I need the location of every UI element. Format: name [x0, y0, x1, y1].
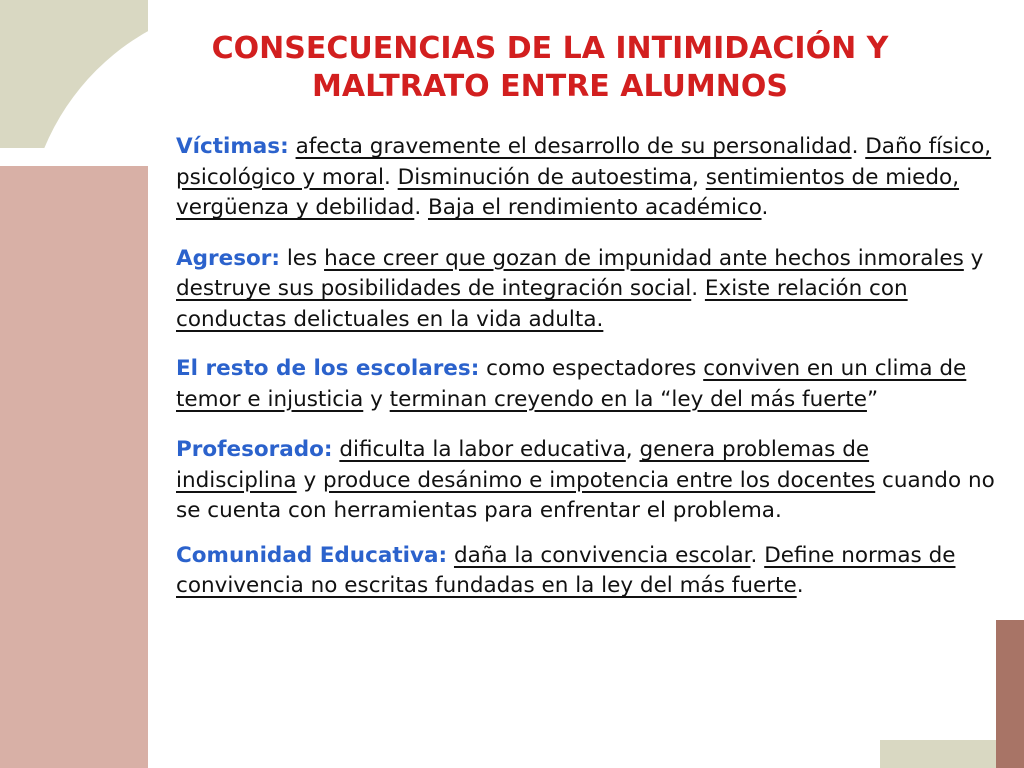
label-victimas: Víctimas:	[176, 134, 289, 159]
label-agresor: Agresor:	[176, 245, 280, 271]
profesorado-phrase-3: produce desánimo e impotencia entre los docentes	[323, 467, 876, 493]
victimas-phrase-5: Baja el rendimiento académico	[427, 195, 762, 220]
slide-title	[100, 30, 1000, 106]
profesorado-text-2: y	[296, 467, 324, 493]
profesorado-punct-1: ,	[625, 437, 640, 462]
title-line-1: CONSECUENCIAS DE LA INTIMIDACIÓN Y	[211, 31, 889, 66]
decorative-left-band	[0, 166, 148, 768]
victimas-punct-2: .	[384, 164, 398, 190]
profesorado-phrase-1: dificulta la labor educativa	[339, 437, 626, 462]
decorative-bottom-block	[880, 740, 996, 768]
decorative-right-band	[996, 620, 1024, 768]
paragraph-resto-escolares	[176, 354, 996, 415]
resto-phrase-1: conviven en un clima de temor e injusticia	[176, 356, 967, 412]
victimas-punct-4: .	[414, 195, 428, 220]
comunidad-text-0	[447, 543, 454, 568]
victimas-phrase-4: sentimientos de miedo, vergüenza y debilidad	[176, 164, 960, 220]
label-comunidad-educativa: Comunidad Educativa:	[176, 542, 448, 568]
comunidad-phrase-2: Define normas de convivencia no escritas fundadas en la ley del más fuerte	[176, 542, 956, 598]
victimas-phrase-3: Disminución de autoestima	[397, 164, 693, 190]
label-profesorado: Profesorado:	[176, 437, 333, 462]
agresor-phrase-2: destruye sus posibilidades de integración social	[176, 276, 692, 301]
paragraph-profesorado	[176, 435, 996, 527]
paragraph-comunidad-educativa	[176, 541, 996, 602]
comunidad-punct-1: .	[750, 542, 765, 568]
victimas-punct-5: .	[761, 195, 769, 220]
victimas-punct-3: ,	[692, 164, 706, 190]
victimas-punct-1: .	[851, 134, 866, 159]
agresor-text-1: les	[279, 245, 325, 271]
agresor-punct-2: .	[691, 276, 705, 301]
paragraph-victimas	[176, 132, 996, 224]
comunidad-phrase-1: daña la convivencia escolar	[453, 542, 751, 568]
resto-text-3: ”	[866, 386, 879, 412]
agresor-phrase-1: hace creer que gozan de impunidad ante hechos inmorales	[324, 245, 964, 271]
title-line-2: MALTRATO ENTRE ALUMNOS	[312, 69, 788, 104]
victimas-phrase-1: afecta gravemente el desarrollo de su personalidad	[295, 134, 852, 159]
resto-phrase-2: terminan creyendo en la “ley del más fuerte	[389, 386, 867, 412]
victimas-phrase-2: Daño físico, psicológico y moral	[176, 134, 992, 190]
agresor-phrase-3: Existe relación con conductas delictuales en la vida adulta.	[176, 276, 908, 332]
comunidad-punct-2: .	[796, 573, 804, 598]
profesorado-phrase-2: genera problemas de indisciplina	[176, 437, 870, 493]
paragraph-agresor	[176, 244, 996, 336]
resto-text-2: y	[363, 386, 390, 412]
slide-content	[176, 132, 996, 602]
resto-text-1: como espectadores	[479, 356, 704, 381]
profesorado-text-3: cuando no se cuenta con herramientas para enfrentar el problema.	[176, 467, 995, 523]
agresor-text-2: y	[963, 245, 984, 271]
label-resto-escolares: El resto de los escolares:	[176, 356, 480, 381]
